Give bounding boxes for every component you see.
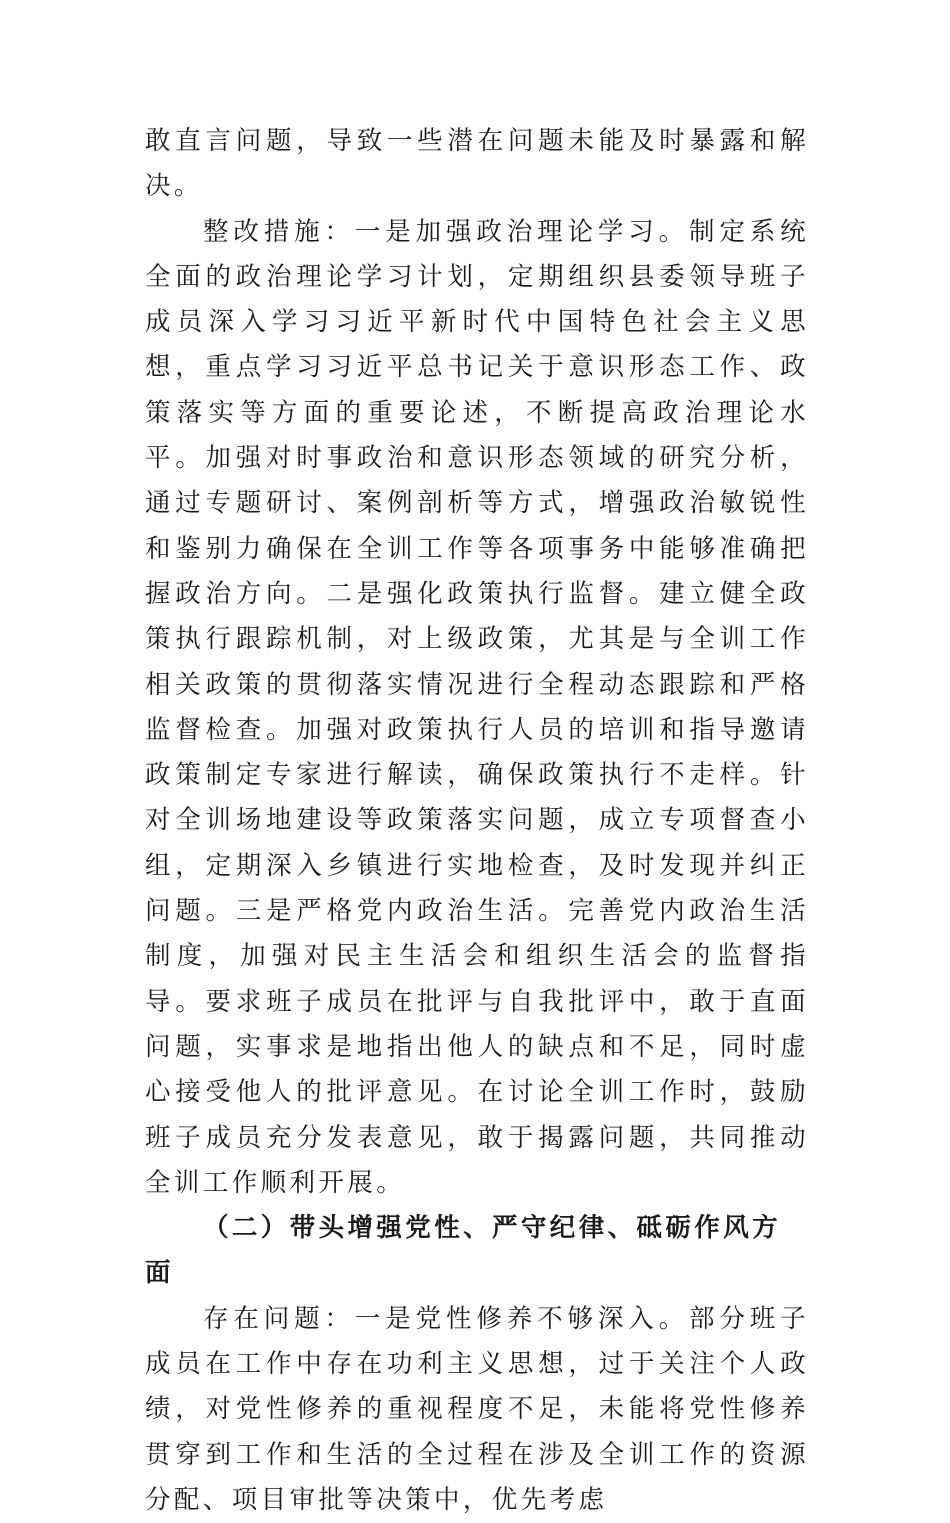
- section-heading: （二）带头增强党性、严守纪律、砥砺作风方面: [145, 1213, 782, 1289]
- paragraph-rectification-measures: 整改措施：一是加强政治理论学习。制定系统全面的政治理论学习计划，定期组织县委领导班子成员深入学习习近平新时代中国特色社会主义思想，重点学习习近平总书记关于意识形态工作、政策落实等方面的重要论述，不断提高政治理论水平。加强对时事政治和意识形态领域的研究分析，通过专题研讨、案例剖析等方式，增强政治敏锐性和鉴别力确保在全训工作等各项事务中能够准确把握政治方向。二是强化政策执行监督。建立健全政策执行跟踪机制，对上级政策，尤其是与全训工作相关政策的贯彻落实情况进行全程动态跟踪和严格监督检查。加强对政策执行人员的培训和指导邀请政策制定专家进行解读，确保政策执行不走样。针对全训场地建设等政策落实问题，成立专项督查小组，定期深入乡镇进行实地检查，及时发现并纠正问题。三是严格党内政治生活。完善党内政治生活制度，加强对民主生活会和组织生活会的监督指导。要求班子成员在批评与自我批评中，敢于直面问题，实事求是地指出他人的缺点和不足，同时虚心接受他人的批评意见。在讨论全训工作时，鼓励班子成员充分发表意见，敢于揭露问题，共同推动全训工作顺利开展。: [145, 216, 809, 1198]
- paragraph-existing-problems: 存在问题：一是党性修养不够深入。部分班子成员在工作中存在功利主义思想，过于关注个人政绩，对党性修养的重视程度不足，未能将党性修养贯穿到工作和生活的全过程在涉及全训工作的资源分配、项目审批等决策中，优先考虑: [145, 1303, 809, 1515]
- document-page: [145, 119, 809, 1523]
- paragraph-continuation: 敢直言问题，导致一些潜在问题未能及时暴露和解决。: [145, 126, 809, 202]
